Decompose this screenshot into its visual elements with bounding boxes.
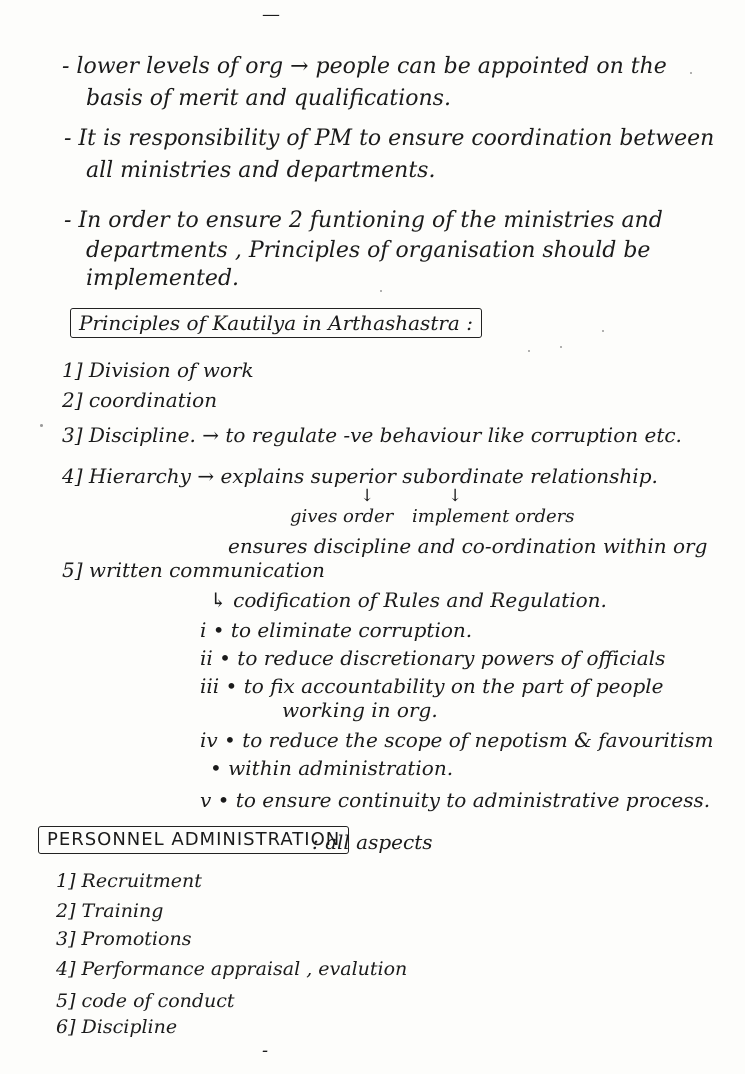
- bullet-lower-levels-line1: - lower levels of org → people can be appointed on the: [62, 54, 667, 79]
- scan-speck: [690, 72, 692, 74]
- sub-point-ii: ii • to reduce discretionary powers of officials: [200, 646, 666, 670]
- principle-hierarchy: 4] Hierarchy → explains superior subordinate relationship.: [62, 464, 658, 488]
- top-dash-mark: —: [262, 4, 280, 25]
- bullet-pm-responsibility-line1: - It is responsibility of PM to ensure coordination between: [64, 126, 715, 151]
- sub-point-i: i • to eliminate corruption.: [200, 618, 473, 642]
- hierarchy-gives-order: gives order: [290, 506, 394, 527]
- scan-speck: [40, 424, 43, 427]
- personnel-item-recruitment: 1] Recruitment: [56, 870, 202, 892]
- personnel-item-training: 2] Training: [56, 900, 164, 922]
- hierarchy-ensures-discipline: ensures discipline and co-ordination within org: [228, 534, 708, 558]
- bullet-pm-responsibility-line2: all ministries and departments.: [86, 158, 436, 183]
- scan-speck: [560, 346, 562, 348]
- sub-point-iii-line1: iii • to fix accountability on the part of people: [200, 674, 664, 698]
- bottom-dash-mark: -: [262, 1040, 269, 1061]
- sub-point-iii-line2: working in org.: [282, 698, 438, 722]
- principle-written-communication: 5] written communication: [62, 558, 325, 582]
- personnel-heading-suffix: : all aspects: [312, 830, 433, 854]
- bullet-lower-levels-line2: basis of merit and qualifications.: [86, 86, 451, 111]
- personnel-heading: PERSONNEL ADMINISTRATION: [38, 826, 349, 854]
- sub-point-v: v • to ensure continuity to administrative process.: [200, 788, 711, 812]
- principle-division-of-work: 1] Division of work: [62, 358, 254, 382]
- bullet-functioning-line2: departments , Principles of organisation should be: [86, 238, 651, 263]
- personnel-item-discipline: 6] Discipline: [56, 1016, 178, 1038]
- codification-rules: ↳ codification of Rules and Regulation.: [210, 588, 607, 612]
- principle-coordination: 2] coordination: [62, 388, 218, 412]
- bullet-functioning-line1: - In order to ensure 2 funtioning of the ministries and: [64, 208, 663, 233]
- principle-discipline: 3] Discipline. → to regulate -ve behaviour like corruption etc.: [62, 423, 682, 447]
- personnel-item-performance: 4] Performance appraisal , evalution: [56, 958, 408, 980]
- subordinate-down-arrow: ↓: [448, 486, 463, 506]
- personnel-item-code-of-conduct: 5] code of conduct: [56, 990, 235, 1012]
- superior-down-arrow: ↓: [360, 486, 375, 506]
- kautilya-heading: Principles of Kautilya in Arthashastra :: [70, 308, 482, 338]
- bullet-functioning-line3: implemented.: [86, 266, 240, 291]
- hierarchy-implement-orders: implement orders: [412, 506, 575, 527]
- scan-speck: [602, 330, 604, 332]
- personnel-item-promotions: 3] Promotions: [56, 928, 192, 950]
- sub-point-iv-line2: • within administration.: [210, 756, 454, 780]
- scan-speck: [528, 350, 530, 352]
- sub-point-iv-line1: iv • to reduce the scope of nepotism & favouritism: [200, 728, 714, 752]
- scan-speck: [380, 290, 382, 292]
